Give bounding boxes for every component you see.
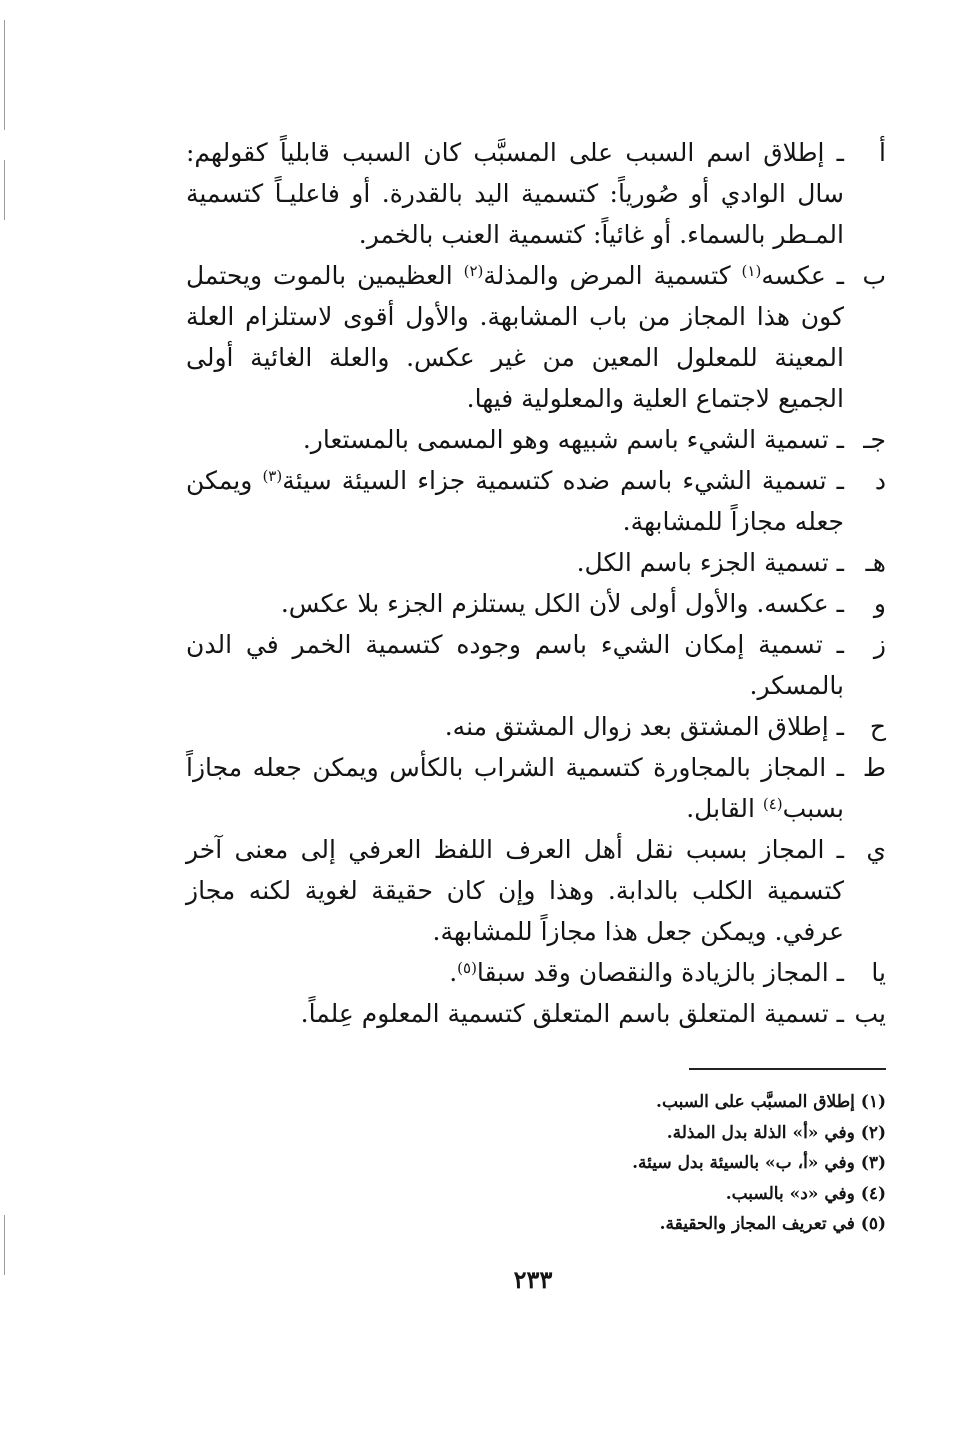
footnote-divider bbox=[689, 1068, 886, 1070]
item-letter: ح bbox=[869, 712, 886, 741]
item-text-part: ـ تسمية الشيء باسم ضده كتسمية جزاء السيئة سيئة bbox=[282, 466, 844, 495]
footnote: (١) إطلاق المسبَّب على السبب. bbox=[656, 1092, 886, 1112]
footnote: (٣) وفي «أ، ب» بالسيئة بدل سيئة. bbox=[632, 1153, 886, 1173]
item-text-part: ـ عكسه bbox=[761, 261, 844, 290]
footnote-ref[interactable]: (١) bbox=[741, 262, 762, 280]
list-item bbox=[186, 624, 886, 706]
item-text-part: العظيمين بالموت ويحتمل كون هذا المجاز من باب المشابهة. والأول أقوى لاستلزام العلة المعينة للمعلول المعين من غير عكس. والعلة الغائية أولى الجميع لاجتماع العلية والمعلولية فيها. bbox=[186, 261, 844, 413]
item-text: ـ عكسه. والأول أولى لأن الكل يستلزم الجزء بلا عكس. bbox=[280, 589, 844, 618]
item-text bbox=[186, 460, 844, 542]
scan-edge-line bbox=[4, 160, 5, 220]
main-text bbox=[186, 132, 886, 1034]
item-letter: يا bbox=[871, 958, 886, 987]
item-letter: و bbox=[873, 589, 886, 618]
list-item bbox=[186, 460, 886, 542]
list-item bbox=[186, 747, 886, 829]
list-item bbox=[186, 132, 886, 255]
footnote-ref[interactable]: (٤) bbox=[762, 795, 783, 813]
list-item bbox=[186, 583, 886, 624]
scan-edge-line bbox=[4, 20, 5, 130]
item-letter: ز bbox=[873, 630, 886, 659]
item-text: ـ تسمية المتعلق باسم المتعلق كتسمية المعلوم عِلماً. bbox=[300, 999, 844, 1028]
item-text-part: ويمكن جعله مجازاً للمشابهة. bbox=[186, 466, 844, 536]
item-text-part: ـ المجاز بالزيادة والنقصان وقد سبقا bbox=[476, 958, 844, 987]
footnote: (٢) وفي «أ» الذلة بدل المذلة. bbox=[666, 1122, 886, 1143]
page-number: ٢٣٣ bbox=[513, 1265, 553, 1294]
list-item bbox=[186, 952, 886, 993]
item-text-part: كتسمية المرض والمذلة bbox=[483, 261, 742, 290]
item-letter: ط bbox=[862, 753, 886, 782]
list-item bbox=[186, 706, 886, 747]
item-text bbox=[186, 952, 844, 993]
item-text: ـ تسمية الجزء باسم الكل. bbox=[576, 548, 844, 577]
list-item bbox=[186, 419, 886, 460]
item-text-part: . bbox=[449, 958, 458, 987]
item-text-part: ـ المجاز بالمجاورة كتسمية الشراب بالكأس ويمكن جعله مجازاً بسبب bbox=[186, 753, 844, 823]
item-letter: ب bbox=[862, 261, 886, 290]
item-text: ـ إطلاق اسم السبب على المسبَّب كان السبب قابلياً كقولهم: سال الوادي أو صُورياً: كتسمية اليد بالقدرة. أو فاعليـاً كتسمية المـطر بالسماء. أو غائياً: كتسمية العنب بالخمر. bbox=[186, 138, 844, 249]
list-item bbox=[186, 255, 886, 419]
footnote-ref[interactable]: (٢) bbox=[463, 262, 484, 280]
list-item bbox=[186, 542, 886, 583]
item-text bbox=[186, 255, 844, 419]
item-text-part: القابل. bbox=[686, 794, 763, 823]
item-text: ـ تسمية الشيء باسم شبيهه وهو المسمى بالمستعار. bbox=[302, 425, 844, 454]
item-text bbox=[186, 747, 844, 829]
item-letter: ي bbox=[866, 835, 886, 864]
footnote-ref[interactable]: (٣) bbox=[262, 467, 283, 485]
item-letter: جـ bbox=[863, 425, 886, 454]
list-item bbox=[186, 993, 886, 1034]
item-letter: د bbox=[874, 466, 886, 495]
footnote: (٥) في تعريف المجاز والحقيقة. bbox=[659, 1214, 886, 1234]
item-text: ـ إطلاق المشتق بعد زوال المشتق منه. bbox=[444, 712, 844, 741]
list-item bbox=[186, 829, 886, 952]
footnote-ref[interactable]: (٥) bbox=[457, 959, 477, 977]
item-letter: أ bbox=[879, 138, 886, 167]
item-letter: يب bbox=[854, 999, 886, 1028]
item-text: ـ المجاز بسبب نقل أهل العرف اللفظ العرفي إلى معنى آخر كتسمية الكلب بالدابة. وهذا وإن كان حقيقة لغوية لكنه مجاز عرفي. ويمكن جعل هذا مجازاً للمشابهة. bbox=[186, 835, 844, 946]
footnotes bbox=[186, 1087, 886, 1240]
footnote: (٤) وفي «د» بالسبب. bbox=[725, 1183, 886, 1204]
item-text: ـ تسمية إمكان الشيء باسم وجوده كتسمية الخمر في الدن بالمسكر. bbox=[186, 630, 844, 700]
item-letter: هـ bbox=[865, 548, 886, 577]
